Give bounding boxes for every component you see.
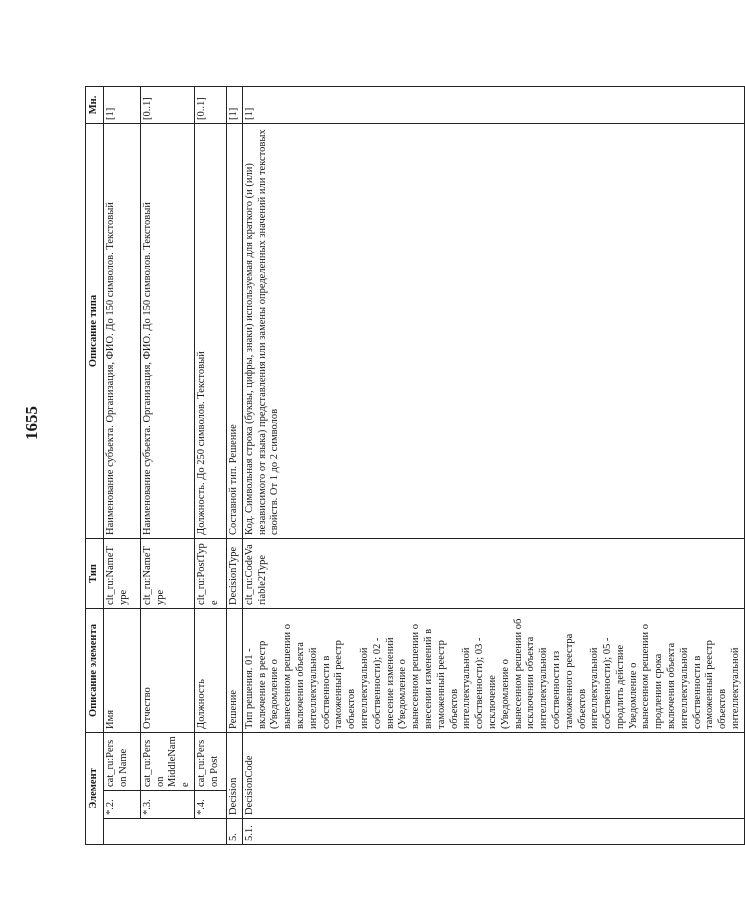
table-row <box>226 86 242 844</box>
row-element-description: Решение <box>226 608 242 732</box>
indent-cell <box>103 819 140 845</box>
row-type: DecisionType <box>226 538 242 608</box>
row-element-name: cat_ru:Person MiddleName <box>140 732 194 790</box>
row-element-name: cat_ru:Person Name <box>103 732 140 790</box>
row-type-description: Наименование субъекта. Организация, ФИО. До 150 символов. Текстовый <box>140 123 194 538</box>
table-row <box>242 86 744 844</box>
row-element-description: Тип решения. 01 - включение в реестр (Уведомление о вынесенном решении о включении объекта интеллектуальной собственности в таможенный реестр объектов интеллектуальной собственности); 02 - внесение изменений (Уведомление о вынесенном решении о внесении изменений в таможенный реестр объектов интеллектуальной собственности); 03 - исключение (Уведомление о вынесенном решении об исключении объекта интеллектуальной собственности из таможенного реестра объектов интеллектуальной собственности); 05 - продлить действие Уведомление о вынесенном решении о продлении срока включения объекта интеллектуальной собственности в таможенный реестр объектов интеллектуальной <box>242 608 744 732</box>
table-row <box>194 86 226 844</box>
row-element-description: Имя <box>103 608 140 732</box>
row-type-description: Составной тип. Решение <box>226 123 242 538</box>
row-multiplicity: [1] <box>242 86 744 123</box>
row-element-description: Отчество <box>140 608 194 732</box>
row-number: *.3. <box>140 791 194 819</box>
row-element-description: Должность <box>194 608 226 732</box>
header-type: Тип <box>86 538 104 608</box>
header-type-description: Описание типа <box>86 123 104 538</box>
header-element: Элемент <box>86 732 104 844</box>
row-number: 5.1. <box>242 819 744 845</box>
row-element-name: Decision <box>226 732 242 818</box>
row-multiplicity: [0..1] <box>140 86 194 123</box>
header-element-description: Описание элемента <box>86 608 104 732</box>
row-type: clt_ru:NameType <box>140 538 194 608</box>
row-type: clt_ru:CodeVariable2Type <box>242 538 744 608</box>
row-element-name: DecisionCode <box>242 732 744 818</box>
row-type-description: Должность. До 250 символов. Текстовый <box>194 123 226 538</box>
row-number: *.2. <box>103 791 140 819</box>
table-row <box>103 86 140 844</box>
indent-cell <box>140 819 194 845</box>
row-multiplicity: [0..1] <box>194 86 226 123</box>
table-row <box>140 86 194 844</box>
row-number: *.4. <box>194 791 226 819</box>
row-multiplicity: [1] <box>226 86 242 123</box>
table-header-row <box>86 86 104 844</box>
row-type: clt_ru:PostType <box>194 538 226 608</box>
indent-cell <box>194 819 226 845</box>
row-number: 5. <box>226 819 242 845</box>
rotated-page <box>85 85 742 845</box>
row-type: clt_ru:NameType <box>103 538 140 608</box>
row-multiplicity: [1] <box>103 86 140 123</box>
row-type-description: Наименование субъекта. Организация, ФИО. До 150 символов. Текстовый <box>103 123 140 538</box>
row-type-description: Код. Символьная строка (буквы, цифры, знаки) используемая для краткого (и (или) независимого от языка) представления или замены определенных значений или текстовых свойств. От 1 до 2 символов <box>242 123 744 538</box>
row-element-name: cat_ru:Person Post <box>194 732 226 790</box>
page-number: 1655 <box>22 406 41 440</box>
spec-table <box>85 86 745 845</box>
header-multiplicity: Мн. <box>86 86 104 123</box>
